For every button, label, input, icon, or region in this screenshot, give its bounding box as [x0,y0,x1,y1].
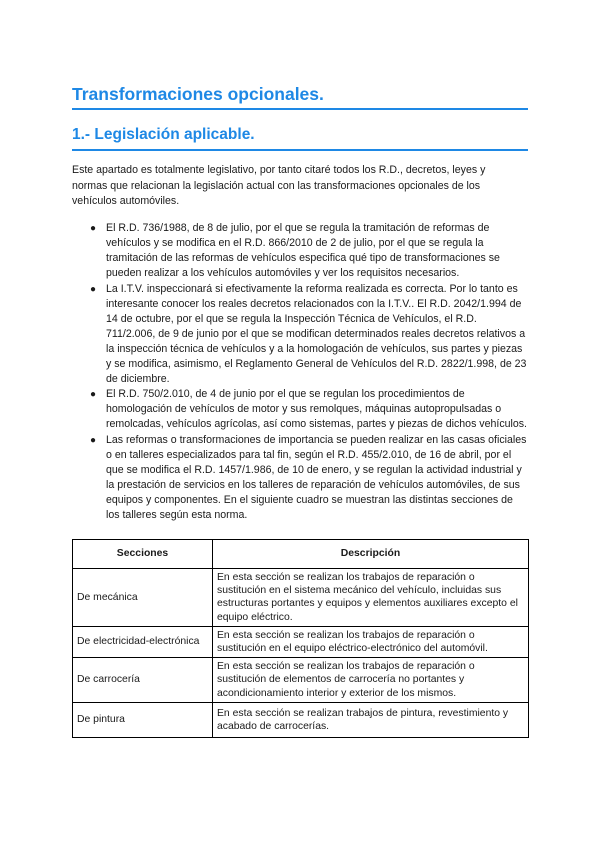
column-header-description: Descripción [213,540,529,569]
description-cell: En esta sección se realizan trabajos de pintura, revestimiento y acabado de carrocerías. [213,702,529,737]
list-item [72,282,528,387]
list-item-text: El R.D. 750/2.010, de 4 de junio por el que se regulan los procedimientos de homologación de vehículos de motor y sus remolques, máquinas autopropulsadas o remolcadas, vehículos agrícolas, así como sistemas, partes y piezas de dichos vehículos. [106,388,528,431]
list-item-text: La I.T.V. inspeccionará si efectivamente la reforma realizada es correcta. Por lo tanto es interesante conocer los reales decretos relacionados con la I.T.V.. El R.D. 2042/1.994 de 14 de octubre, por el que se regula la Inspección Técnica de Vehículos, el R.D. 711/2.006, de 9 de junio por el que se modifican determinados reales decretos relativos a la inspección técnica de vehículos y a la homologación de vehículos, sus partes y piezas y se modifica, asimismo, el Reglamento General de Vehículos del R.D. 2822/1.998, de 23 de diciembre. [106,282,527,385]
workshop-sections-table [72,539,529,738]
section-heading: 1.- Legislación aplicable. [72,126,255,143]
column-header-sections: Secciones [73,540,213,569]
title-divider [72,108,528,110]
bullet-icon: ● [90,223,97,234]
list-item [72,221,528,281]
section-cell: De electricidad-electrónica [73,626,213,657]
list-item [72,433,528,523]
bullet-icon: ● [90,283,97,295]
table-header-row [73,540,529,569]
intro-paragraph: Este apartado es totalmente legislativo, por tanto citaré todos los R.D., decretos, leyes y normas que relacionan la legislación actual con las transformaciones opcionales de los vehículos automóviles. [72,164,486,208]
section-divider [72,149,528,151]
table-row [73,569,529,627]
description-cell: En esta sección se realizan los trabajos de reparación o sustitución en el equipo eléctrico-electrónico del automóvil. [213,626,529,657]
description-cell: En esta sección se realizan los trabajos de reparación o sustitución en el sistema mecánico del vehículo, incluidas sus estructuras portantes y equipos y elementos auxiliares excepto el equipo eléctrico. [213,569,529,627]
list-item [72,387,528,432]
description-cell: En esta sección se realizan los trabajos de reparación o sustitución de elementos de carrocería no portantes y acondicionamiento interior y exterior de los mismos. [213,658,529,703]
list-item-text: Las reformas o transformaciones de importancia se pueden realizar en las casas oficiales o en talleres especializados para tal fin, según el R.D. 455/2.010, de 16 de abril, por el que se modifica el R.D. 1457/1.986, de 10 de enero, y se regulan la actividad industrial y la prestación de servicios en los talleres de reparación de vehículos automóviles, de sus equipos y componentes. En el siguiente cuadro se muestran las distintas secciones de los talleres según esta norma. [106,433,527,521]
legislation-list [72,221,528,523]
table-row [73,658,529,703]
table-row [73,626,529,657]
list-item-text: El R.D. 736/1988, de 8 de julio, por el que se regula la tramitación de reformas de vehículos y se modifica en el R.D. 866/2010 de 2 de julio, por el que se regula la tramitación de las reformas de vehículos especifica qué tipo de transformaciones se pueden realizar a los vehículos automóviles y ver los requisitos necesarios. [106,222,500,279]
section-cell: De pintura [73,702,213,737]
table-row [73,702,529,737]
section-cell: De mecánica [73,569,213,627]
document-title: Transformaciones opcionales. [72,84,324,104]
bullet-icon: ● [90,389,97,401]
bullet-icon: ● [90,434,97,446]
section-cell: De carrocería [73,658,213,703]
